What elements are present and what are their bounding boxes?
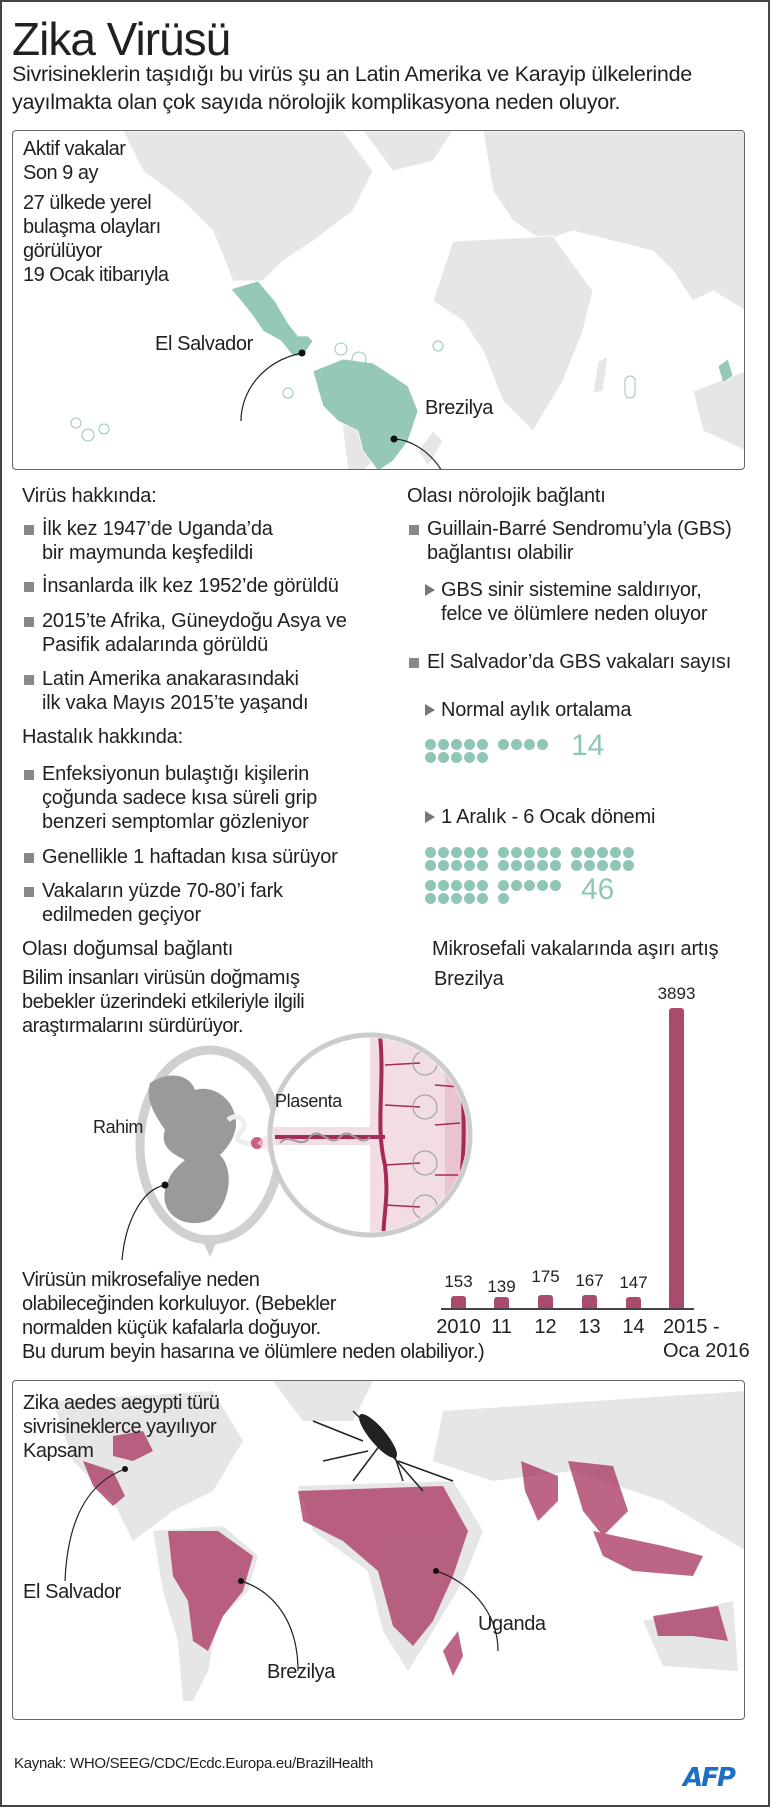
x-tick-label: 2010 xyxy=(436,1316,481,1338)
map1-label-brazil: Brezilya xyxy=(425,397,493,419)
bar-value-label: 139 xyxy=(487,1277,516,1297)
case-dot xyxy=(623,860,634,871)
disease-item xyxy=(22,762,317,834)
virus-item-line: ilk vaka Mayıs 2015’te yaşandı xyxy=(42,692,309,714)
map2-label-el-salvador: El Salvador xyxy=(23,1581,121,1603)
map1-note-line2: bulaşma olayları xyxy=(23,216,161,238)
case-dot xyxy=(464,880,475,891)
case-dot xyxy=(511,847,522,858)
case-dot xyxy=(524,860,535,871)
disease-item-line: Genellikle 1 haftadan kısa sürüyor xyxy=(42,846,338,868)
disease-item-line: çoğunda sadece kısa süreli grip xyxy=(42,787,318,809)
chart-subtitle: Brezilya xyxy=(434,968,504,990)
case-dot xyxy=(451,880,462,891)
case-dot xyxy=(425,739,436,750)
case-dot xyxy=(477,893,488,904)
map1-subheading: Son 9 ay xyxy=(23,162,98,184)
virus-item-line: İnsanlarda ilk kez 1952’de görüldü xyxy=(42,575,339,597)
x-tick-label-line2: Oca 2016 xyxy=(663,1340,750,1362)
bar-value-label: 175 xyxy=(531,1266,560,1286)
period-text: 1 Aralık - 6 Ocak dönemi xyxy=(441,806,656,828)
aedes-range-map xyxy=(12,1380,745,1720)
disease-item-line: benzeri semptomlar gözleniyor xyxy=(42,811,309,833)
case-dot xyxy=(550,860,561,871)
disease-item xyxy=(22,845,338,869)
neuro-heading: Olası nörolojik bağlantı xyxy=(407,485,606,507)
case-dot xyxy=(464,893,475,904)
normal-average-label xyxy=(425,698,631,722)
chart-bar xyxy=(538,1295,553,1308)
case-dot xyxy=(511,880,522,891)
case-dot xyxy=(571,860,582,871)
neuro-item-gbs xyxy=(407,517,732,565)
caption-line3: normalden küçük kafalarla doğuyor. xyxy=(22,1317,321,1339)
chart-bar xyxy=(451,1296,466,1308)
chart-bar xyxy=(494,1297,509,1308)
congenital-heading: Olası doğumsal bağlantı xyxy=(22,938,234,960)
active-cases-map xyxy=(12,130,745,470)
womb-label: Rahim xyxy=(93,1117,144,1137)
caption-line4: Bu durum beyin hasarına ve ölümlere neden olabiliyor.) xyxy=(22,1341,485,1363)
disease-item-line: Vakaların yüzde 70-80’i fark xyxy=(42,880,283,902)
world-map-active-cases xyxy=(13,131,745,470)
virus-item-line: Latin Amerika anakarasındaki xyxy=(42,668,299,690)
disease-item-line: Enfeksiyonun bulaştığı kişilerin xyxy=(42,763,310,785)
virus-item xyxy=(22,609,347,657)
placenta-label: Plasenta xyxy=(275,1091,342,1111)
case-dot xyxy=(464,860,475,871)
virus-heading: Virüs hakkında: xyxy=(22,485,157,507)
case-dot xyxy=(524,739,535,750)
case-dot xyxy=(524,847,535,858)
case-dot xyxy=(438,847,449,858)
x-tick-label: 2015 - xyxy=(663,1316,720,1338)
source-credit: Kaynak: WHO/SEEG/CDC/Ecdc.Europa.eu/BrazilHealth xyxy=(14,1755,374,1772)
x-tick-label: 11 xyxy=(491,1316,512,1338)
chart-bar xyxy=(582,1295,597,1308)
map2-heading-line2: sivrisineklerce yayılıyor xyxy=(23,1416,217,1438)
neuro-item-line: Guillain-Barré Sendromu’yla (GBS) xyxy=(427,518,732,540)
normal-average-text: Normal aylık ortalama xyxy=(441,699,632,721)
map1-note-line1: 27 ülkede yerel xyxy=(23,192,152,214)
normal-average-value: 14 xyxy=(571,729,605,762)
case-dot xyxy=(438,860,449,871)
case-dot xyxy=(537,739,548,750)
congenital-text-line2: bebekler üzerindeki etkileriyle ilgili xyxy=(22,991,305,1013)
afp-logo: AFP xyxy=(683,1763,734,1793)
case-dot xyxy=(584,860,595,871)
case-dot xyxy=(438,739,449,750)
bar-value-label: 147 xyxy=(619,1272,648,1292)
case-dot xyxy=(550,847,561,858)
virus-item xyxy=(22,517,273,565)
virus-item-line: 2015’te Afrika, Güneydoğu Asya ve xyxy=(42,610,347,632)
neuro-subitem-gbs-effect xyxy=(425,578,707,626)
case-dot xyxy=(438,752,449,763)
case-dot xyxy=(425,752,436,763)
disease-item xyxy=(22,879,283,927)
map2-label-brazil: Brezilya xyxy=(267,1661,335,1683)
virus-item-line: İlk kez 1947’de Uganda’da xyxy=(42,518,273,540)
case-dot xyxy=(511,860,522,871)
case-dot xyxy=(511,739,522,750)
x-tick-label: 13 xyxy=(578,1316,601,1338)
case-dot xyxy=(610,847,621,858)
virus-item-line: bir maymunda keşfedildi xyxy=(42,542,254,564)
map1-note-line3: görülüyor xyxy=(23,240,102,262)
chart-baseline xyxy=(441,1308,694,1310)
map1-note-line4: 19 Ocak itibarıyla xyxy=(23,264,169,286)
case-dot xyxy=(498,739,509,750)
case-dot xyxy=(498,847,509,858)
congenital-text-line3: araştırmalarını sürdürüyor. xyxy=(22,1015,244,1037)
map2-heading-line3: Kapsam xyxy=(23,1440,94,1462)
page-title: Zika Virüsü xyxy=(12,13,231,65)
case-dot xyxy=(451,893,462,904)
case-dot xyxy=(464,739,475,750)
case-dot xyxy=(550,880,561,891)
caption-line1: Virüsün mikrosefaliye neden xyxy=(22,1269,260,1291)
case-dot xyxy=(498,860,509,871)
case-dot xyxy=(477,752,488,763)
case-dot xyxy=(537,847,548,858)
case-dot xyxy=(597,847,608,858)
case-dot xyxy=(498,893,509,904)
neuro-subitem-line: felce ve ölümlere neden oluyor xyxy=(441,603,708,625)
case-dot xyxy=(464,847,475,858)
disease-heading: Hastalık hakkında: xyxy=(22,726,183,748)
case-dot xyxy=(425,893,436,904)
case-dot xyxy=(584,847,595,858)
womb-placenta-illustration xyxy=(100,1025,480,1265)
case-dot xyxy=(464,752,475,763)
congenital-text-line1: Bilim insanları virüsün doğmamış xyxy=(22,967,300,989)
caption-line2: olabileceğinden korkuluyor. (Bebekler xyxy=(22,1293,336,1315)
page-subtitle: Sivrisineklerin taşıdığı bu virüs şu an Latin Amerika ve Karayip ülkelerinde yayılmakta olan çok sayıda nörolojik komplikasyona neden oluyor. xyxy=(12,62,692,114)
case-dot xyxy=(537,880,548,891)
case-dot xyxy=(477,880,488,891)
case-dot xyxy=(610,860,621,871)
bar-value-label: 3893 xyxy=(657,984,696,1003)
disease-item-line: edilmeden geçiyor xyxy=(42,904,201,926)
map1-label-el-salvador: El Salvador xyxy=(155,333,253,355)
chart-bar xyxy=(626,1297,641,1308)
chart-title: Mikrosefali vakalarında aşırı artış xyxy=(432,938,719,960)
map1-heading: Aktif vakalar xyxy=(23,138,126,160)
case-dot xyxy=(537,860,548,871)
case-dot xyxy=(477,847,488,858)
case-dot xyxy=(438,880,449,891)
neuro-subitem-line: GBS sinir sistemine saldırıyor, xyxy=(441,579,702,601)
neuro-item-el-salvador xyxy=(407,650,731,674)
case-dot xyxy=(438,893,449,904)
case-dot xyxy=(498,880,509,891)
case-dot xyxy=(571,847,582,858)
case-dot xyxy=(524,880,535,891)
case-dot xyxy=(451,860,462,871)
case-dot xyxy=(597,860,608,871)
period-label xyxy=(425,805,655,829)
case-dot xyxy=(425,880,436,891)
bar-value-label: 167 xyxy=(575,1271,604,1291)
case-dot xyxy=(623,847,634,858)
virus-item-line: Pasifik adalarında görüldü xyxy=(42,634,269,656)
case-dot xyxy=(425,847,436,858)
neuro-item-line: El Salvador’da GBS vakaları sayısı xyxy=(427,651,732,673)
map2-heading-line1: Zika aedes aegypti türü xyxy=(23,1392,220,1414)
bar-value-label: 153 xyxy=(444,1272,473,1292)
chart-bar xyxy=(669,1008,684,1308)
virus-item xyxy=(22,667,308,715)
x-tick-label: 14 xyxy=(622,1316,645,1338)
case-dot xyxy=(451,739,462,750)
case-dot xyxy=(425,860,436,871)
period-value: 46 xyxy=(581,873,615,906)
case-dot xyxy=(477,860,488,871)
x-tick-label: 12 xyxy=(534,1316,557,1338)
virus-item xyxy=(22,574,339,598)
case-dot xyxy=(451,752,462,763)
case-dot xyxy=(477,739,488,750)
case-dot xyxy=(451,847,462,858)
neuro-item-line: bağlantısı olabilir xyxy=(427,542,574,564)
map2-label-uganda: Uganda xyxy=(478,1613,546,1635)
